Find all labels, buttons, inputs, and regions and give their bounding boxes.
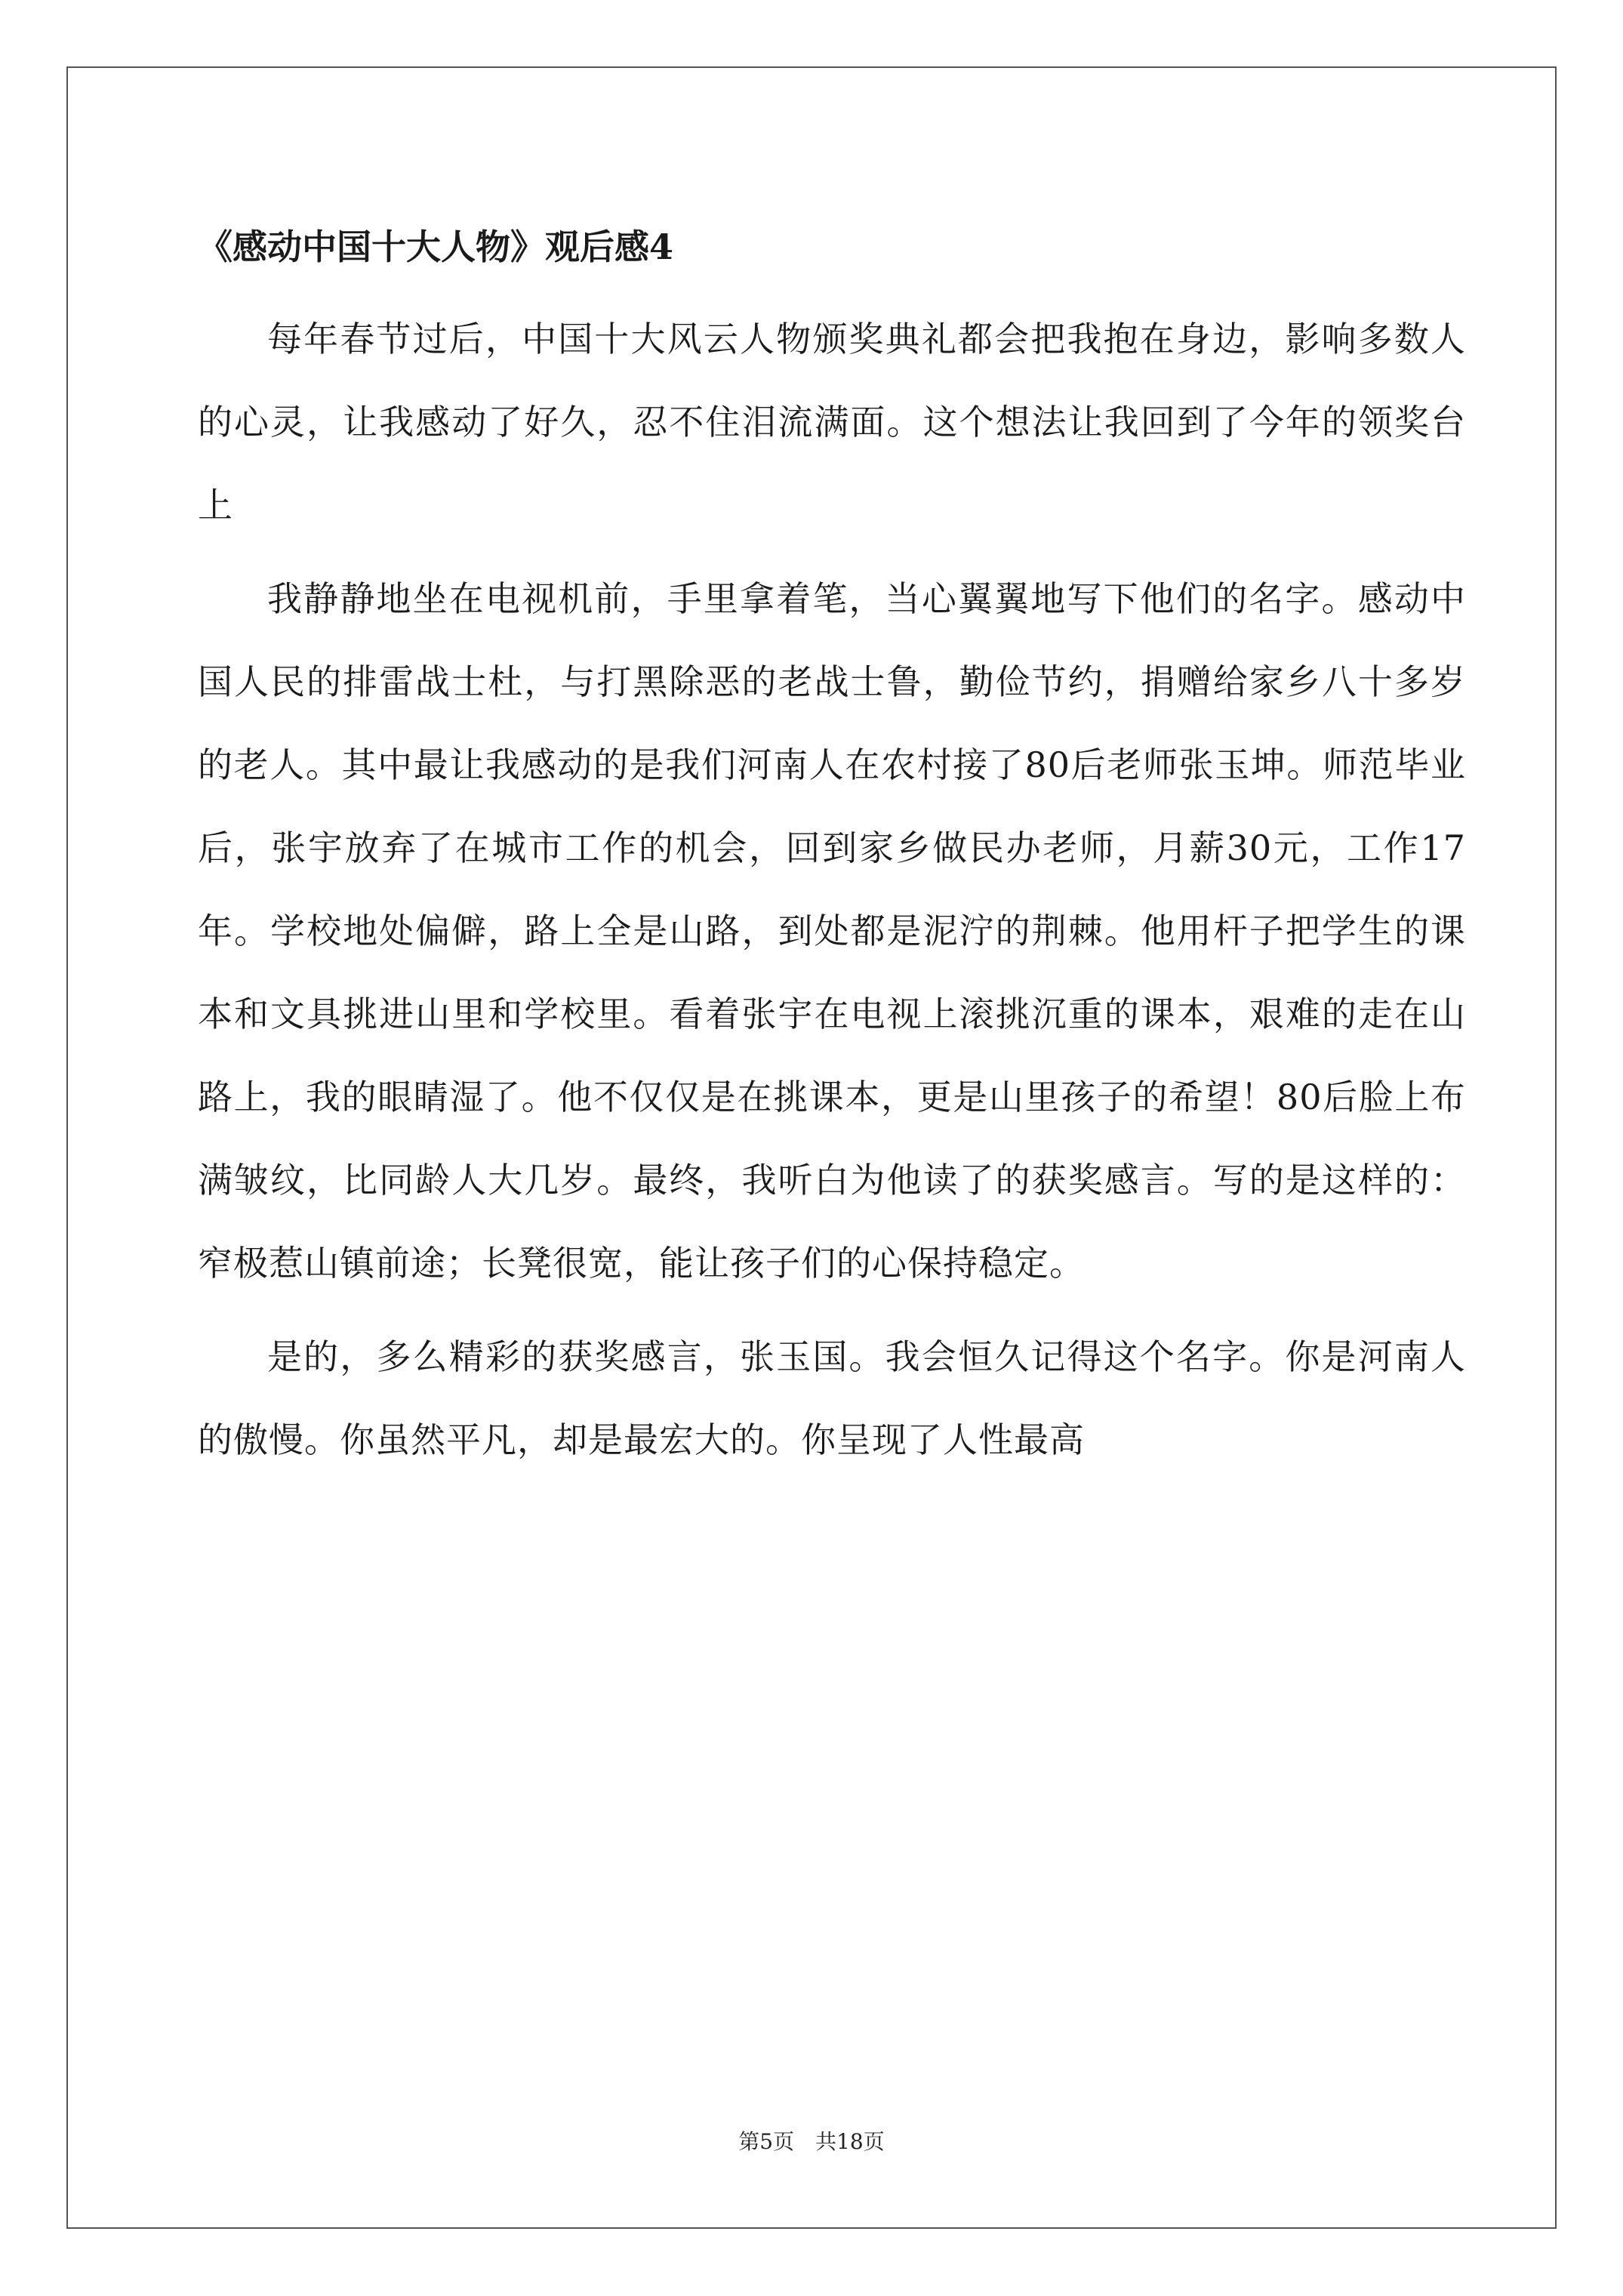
paragraph-1: 每年春节过后，中国十大风云人物颁奖典礼都会把我抱在身边，影响多数人的心灵，让我感动了好久，忍不住泪流满面。这个想法让我回到了今年的领奖台上: [198, 319, 1466, 525]
paragraph-3: 是的，多么精彩的获奖感言，张玉国。我会恒久记得这个名字。你是河南人的傲慢。你虽然平凡，却是最宏大的。你呈现了人性最高: [198, 1336, 1466, 1460]
paragraph-2: 我静静地坐在电视机前，手里拿着笔，当心翼翼地写下他们的名字。感动中国人民的排雷战士杜，与打黑除恶的老战士鲁，勤俭节约，捐赠给家乡八十多岁的老人。其中最让我感动的是我们河南人在农村接了80后老师张玉坤。师范毕业后，张宇放弃了在城市工作的机会，回到家乡做民办老师，月薪30元，工作17年。学校地处偏僻，路上全是山路，到处都是泥泞的荆棘。他用杆子把学生的课本和文具挑进山里和学校里。看着张宇在电视上滚挑沉重的课本，艰难的走在山路上，我的眼睛湿了。他不仅仅是在挑课本，更是山里孩子的希望！80后脸上布满皱纹，比同龄人大几岁。最终，我听白为他读了的获奖感言。写的是这样的：窄极惹山镇前途；长凳很宽，能让孩子们的心保持稳定。: [198, 578, 1466, 1284]
document-body: [198, 213, 1466, 1481]
document-title: 《感动中国十大人物》观后感4: [198, 227, 674, 267]
page-number-label: 第5页 共18页: [738, 2129, 885, 2154]
page-footer: [0, 2125, 1623, 2156]
